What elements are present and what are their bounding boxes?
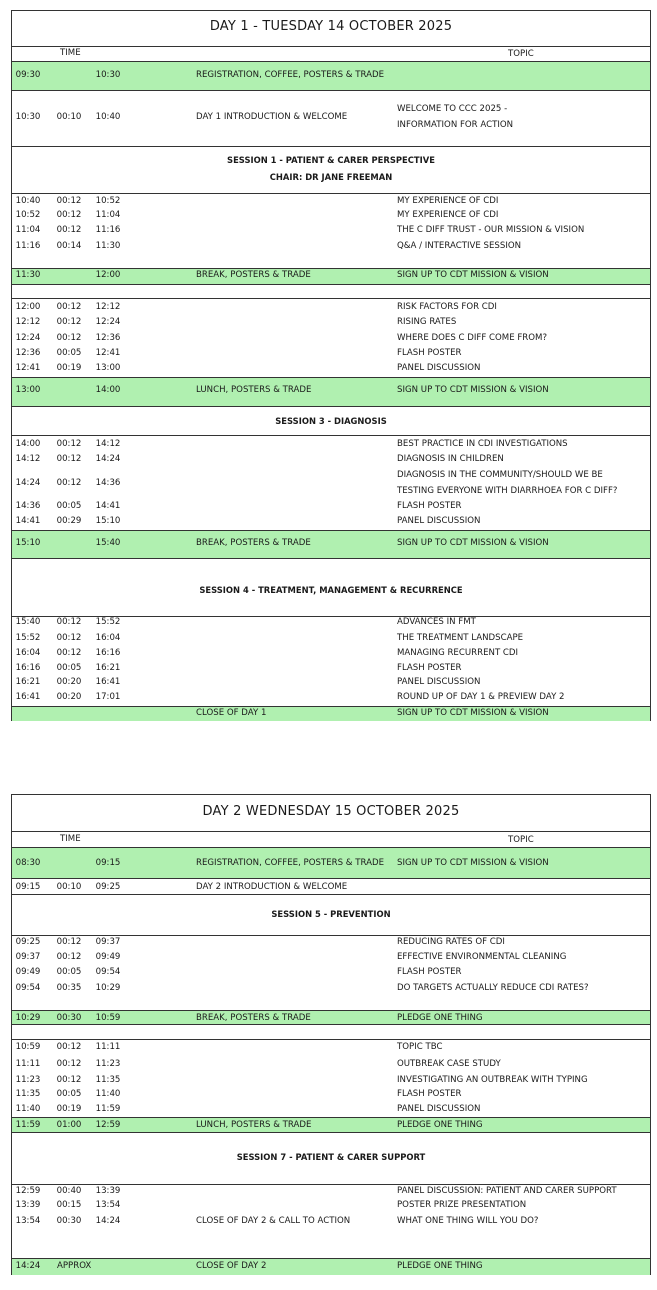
time-header: TIME	[60, 834, 81, 844]
agenda-item: REGISTRATION, COFFEE, POSTERS & TRADE	[196, 858, 385, 868]
start-time: 16:21	[15, 677, 41, 687]
divider	[12, 298, 650, 299]
end-time: 16:41	[95, 677, 121, 687]
duration: 01:00	[56, 1120, 82, 1130]
topic: PANEL DISCUSSION	[397, 1104, 481, 1114]
topic: DO TARGETS ACTUALLY REDUCE CDI RATES?	[397, 983, 589, 993]
duration: 00:15	[56, 1200, 82, 1210]
divider	[12, 1258, 650, 1259]
start-time: 08:30	[15, 858, 41, 868]
start-time: 13:00	[15, 385, 41, 395]
topic: PLEDGE ONE THING	[397, 1120, 483, 1130]
duration: 00:12	[56, 333, 82, 343]
end-time: 11:23	[95, 1059, 121, 1069]
start-time: 12:41	[15, 363, 41, 373]
start-time: 10:40	[15, 196, 41, 206]
start-time: 09:30	[15, 70, 41, 80]
topic: FLASH POSTER	[397, 348, 462, 358]
start-time: 16:16	[15, 663, 41, 673]
end-time: 09:54	[95, 967, 121, 977]
duration: 00:05	[56, 348, 82, 358]
duration: 00:10	[56, 112, 82, 122]
divider	[12, 935, 650, 936]
duration: 00:29	[56, 516, 82, 526]
duration: 00:12	[56, 302, 82, 312]
topic: FLASH POSTER	[397, 1089, 462, 1099]
topic: PANEL DISCUSSION	[397, 363, 481, 373]
topic: PLEDGE ONE THING	[397, 1013, 483, 1023]
divider	[12, 530, 650, 531]
agenda-item: BREAK, POSTERS & TRADE	[196, 270, 311, 280]
start-time: 15:52	[15, 633, 41, 643]
duration: 00:30	[56, 1216, 82, 1226]
end-time: 16:21	[95, 663, 121, 673]
session-5-heading: SESSION 5 - PREVENTION	[271, 909, 391, 919]
topic: ROUND UP OF DAY 1 & PREVIEW DAY 2	[397, 692, 565, 702]
end-time: 09:25	[95, 882, 121, 892]
start-time: 14:24	[15, 478, 41, 488]
end-time: 14:24	[95, 454, 121, 464]
end-time: 11:04	[95, 210, 121, 220]
start-time: 14:36	[15, 501, 41, 511]
topic: WHAT ONE THING WILL YOU DO?	[397, 1216, 539, 1226]
end-time: 10:30	[95, 70, 121, 80]
duration: 00:12	[56, 1075, 82, 1085]
end-time: 13:00	[95, 363, 121, 373]
topic: FLASH POSTER	[397, 663, 462, 673]
divider	[12, 706, 650, 707]
topic: SIGN UP TO CDT MISSION & VISION	[397, 538, 549, 548]
start-time: 10:29	[15, 1013, 41, 1023]
close-band	[12, 707, 650, 721]
duration: 00:12	[56, 648, 82, 658]
session-4-heading: SESSION 4 - TREATMENT, MANAGEMENT & RECURRENCE	[199, 585, 463, 595]
topic: THE TREATMENT LANDSCAPE	[397, 633, 524, 643]
topic: INVESTIGATING AN OUTBREAK WITH TYPING	[397, 1075, 588, 1085]
end-time: 12:24	[95, 317, 121, 327]
start-time: 16:41	[15, 692, 41, 702]
agenda-item: LUNCH, POSTERS & TRADE	[196, 1120, 312, 1130]
session-7-heading: SESSION 7 - PATIENT & CARER SUPPORT	[236, 1152, 426, 1162]
end-time: 12:00	[95, 270, 121, 280]
start-time: 10:59	[15, 1042, 41, 1052]
duration: 00:12	[56, 1059, 82, 1069]
end-time: 11:11	[95, 1042, 121, 1052]
topic: SIGN UP TO CDT MISSION & VISION	[397, 858, 549, 868]
divider	[12, 558, 650, 559]
start-time: 14:00	[15, 439, 41, 449]
start-time: 11:59	[15, 1120, 41, 1130]
start-time: 09:54	[15, 983, 41, 993]
duration: 00:12	[56, 937, 82, 947]
duration: 00:35	[56, 983, 82, 993]
topic: DIAGNOSIS IN THE COMMUNITY/SHOULD WE BE	[397, 470, 603, 480]
duration: 00:19	[56, 1104, 82, 1114]
topic: RISK FACTORS FOR CDI	[397, 302, 497, 312]
duration: 00:14	[56, 241, 82, 251]
topic: ADVANCES IN FMT	[397, 617, 476, 627]
start-time: 13:39	[15, 1200, 41, 1210]
start-time: 10:30	[15, 112, 41, 122]
duration: 00:12	[56, 1042, 82, 1052]
topic: WELCOME TO CCC 2025 -	[397, 104, 508, 114]
topic-header: TOPIC	[508, 835, 534, 845]
duration: 00:20	[56, 692, 82, 702]
end-time: 11:59	[95, 1104, 121, 1114]
divider	[12, 1039, 650, 1040]
agenda-item: DAY 1 INTRODUCTION & WELCOME	[196, 112, 348, 122]
topic: BEST PRACTICE IN CDI INVESTIGATIONS	[397, 439, 568, 449]
duration: 00:05	[56, 1089, 82, 1099]
start-time: 14:24	[15, 1261, 41, 1271]
start-time: 11:40	[15, 1104, 41, 1114]
end-time: 09:37	[95, 937, 121, 947]
topic: MY EXPERIENCE OF CDI	[397, 196, 499, 206]
topic: WHERE DOES C DIFF COME FROM?	[397, 333, 548, 343]
end-time: 11:16	[95, 225, 121, 235]
start-time: 11:11	[15, 1059, 41, 1069]
start-time: 13:54	[15, 1216, 41, 1226]
divider	[12, 268, 650, 269]
duration: 00:05	[56, 967, 82, 977]
end-time: 12:12	[95, 302, 121, 312]
end-time: 12:36	[95, 333, 121, 343]
end-time: 11:30	[95, 241, 121, 251]
end-time: 16:04	[95, 633, 121, 643]
duration: APPROX	[57, 1261, 92, 1271]
start-time: 12:12	[15, 317, 41, 327]
topic: SIGN UP TO CDT MISSION & VISION	[397, 270, 549, 280]
topic: PANEL DISCUSSION	[397, 677, 481, 687]
day1-title: DAY 1 - TUESDAY 14 OCTOBER 2025	[209, 19, 453, 34]
divider	[12, 284, 650, 285]
duration: 00:05	[56, 663, 82, 673]
topic-continued: INFORMATION FOR ACTION	[397, 120, 514, 130]
duration: 00:40	[56, 1186, 82, 1196]
topic: POSTER PRIZE PRESENTATION	[397, 1200, 527, 1210]
end-time: 09:15	[95, 858, 121, 868]
end-time: 10:59	[95, 1013, 121, 1023]
topic: PANEL DISCUSSION	[397, 516, 481, 526]
divider	[12, 1024, 650, 1025]
divider	[12, 831, 650, 832]
end-time: 11:40	[95, 1089, 121, 1099]
divider	[12, 1117, 650, 1118]
divider	[12, 878, 650, 879]
duration: 00:10	[56, 882, 82, 892]
time-header: TIME	[60, 48, 81, 58]
close-band	[12, 1259, 650, 1275]
topic: EFFECTIVE ENVIRONMENTAL CLEANING	[397, 952, 567, 962]
end-time: 15:52	[95, 617, 121, 627]
end-time: 16:16	[95, 648, 121, 658]
duration: 00:12	[56, 454, 82, 464]
topic: MANAGING RECURRENT CDI	[397, 648, 519, 658]
session-1-heading: SESSION 1 - PATIENT & CARER PERSPECTIVE	[227, 155, 435, 165]
end-time: 10:52	[95, 196, 121, 206]
topic-header: TOPIC	[508, 49, 534, 59]
topic: DIAGNOSIS IN CHILDREN	[397, 454, 504, 464]
divider	[12, 1010, 650, 1011]
topic: Q&A / INTERACTIVE SESSION	[397, 241, 522, 251]
agenda-item: CLOSE OF DAY 2 & CALL TO ACTION	[196, 1216, 351, 1226]
start-time: 09:49	[15, 967, 41, 977]
session-3-heading: SESSION 3 - DIAGNOSIS	[275, 416, 387, 426]
start-time: 14:12	[15, 454, 41, 464]
divider	[12, 1132, 650, 1133]
end-time: 14:24	[95, 1216, 121, 1226]
divider	[12, 61, 650, 62]
start-time: 12:59	[15, 1186, 41, 1196]
divider	[12, 1184, 650, 1185]
duration: 00:12	[56, 317, 82, 327]
start-time: 11:35	[15, 1089, 41, 1099]
start-time: 09:15	[15, 882, 41, 892]
end-time: 12:59	[95, 1120, 121, 1130]
agenda-item: LUNCH, POSTERS & TRADE	[196, 385, 312, 395]
end-time: 14:41	[95, 501, 121, 511]
duration: 00:12	[56, 633, 82, 643]
divider	[12, 146, 650, 147]
end-time: 10:40	[95, 112, 121, 122]
topic: MY EXPERIENCE OF CDI	[397, 210, 499, 220]
duration: 00:12	[56, 952, 82, 962]
topic: SIGN UP TO CDT MISSION & VISION	[397, 385, 549, 395]
topic: THE C DIFF TRUST - OUR MISSION & VISION	[397, 225, 585, 235]
duration: 00:05	[56, 501, 82, 511]
duration: 00:12	[56, 225, 82, 235]
start-time: 12:00	[15, 302, 41, 312]
start-time: 09:25	[15, 937, 41, 947]
day2-title: DAY 2 WEDNESDAY 15 OCTOBER 2025	[202, 804, 460, 819]
end-time: 15:10	[95, 516, 121, 526]
divider	[12, 193, 650, 194]
divider	[12, 90, 650, 91]
start-time: 15:10	[15, 538, 41, 548]
topic: SIGN UP TO CDT MISSION & VISION	[397, 708, 549, 718]
topic: FLASH POSTER	[397, 501, 462, 511]
divider	[12, 894, 650, 895]
end-time: 13:39	[95, 1186, 121, 1196]
duration: 00:12	[56, 478, 82, 488]
end-time: 09:49	[95, 952, 121, 962]
end-time: 10:29	[95, 983, 121, 993]
topic-continued: TESTING EVERYONE WITH DIARRHOEA FOR C DIFF?	[397, 486, 618, 496]
start-time: 11:04	[15, 225, 41, 235]
duration: 00:19	[56, 363, 82, 373]
agenda-item: CLOSE OF DAY 2	[196, 1261, 267, 1271]
duration: 00:20	[56, 677, 82, 687]
divider	[12, 435, 650, 436]
divider	[12, 377, 650, 378]
divider	[12, 406, 650, 407]
agenda-item: BREAK, POSTERS & TRADE	[196, 538, 311, 548]
start-time: 14:41	[15, 516, 41, 526]
duration: 00:12	[56, 196, 82, 206]
duration: 00:12	[56, 439, 82, 449]
topic: FLASH POSTER	[397, 967, 462, 977]
agenda-item: REGISTRATION, COFFEE, POSTERS & TRADE	[196, 70, 385, 80]
duration: 00:30	[56, 1013, 82, 1023]
duration: 00:12	[56, 210, 82, 220]
duration: 00:12	[56, 617, 82, 627]
start-time: 11:30	[15, 270, 41, 280]
start-time: 12:36	[15, 348, 41, 358]
agenda-item: CLOSE OF DAY 1	[196, 708, 267, 718]
start-time: 12:24	[15, 333, 41, 343]
end-time: 13:54	[95, 1200, 121, 1210]
end-time: 14:36	[95, 478, 121, 488]
start-time: 11:16	[15, 241, 41, 251]
agenda-item: DAY 2 INTRODUCTION & WELCOME	[196, 882, 348, 892]
start-time: 10:52	[15, 210, 41, 220]
topic: OUTBREAK CASE STUDY	[397, 1059, 501, 1069]
end-time: 11:35	[95, 1075, 121, 1085]
divider	[12, 46, 650, 47]
topic: PLEDGE ONE THING	[397, 1261, 483, 1271]
topic: REDUCING RATES OF CDI	[397, 937, 505, 947]
session-1-chair: CHAIR: DR JANE FREEMAN	[269, 172, 393, 182]
agenda-item: BREAK, POSTERS & TRADE	[196, 1013, 311, 1023]
start-time: 16:04	[15, 648, 41, 658]
end-time: 12:41	[95, 348, 121, 358]
divider	[12, 847, 650, 848]
start-time: 11:23	[15, 1075, 41, 1085]
end-time: 15:40	[95, 538, 121, 548]
topic: TOPIC TBC	[397, 1042, 443, 1052]
start-time: 09:37	[15, 952, 41, 962]
topic: RISING RATES	[397, 317, 457, 327]
topic: PANEL DISCUSSION: PATIENT AND CARER SUPPORT	[397, 1186, 617, 1196]
end-time: 14:00	[95, 385, 121, 395]
end-time: 17:01	[95, 692, 121, 702]
start-time: 15:40	[15, 617, 41, 627]
end-time: 14:12	[95, 439, 121, 449]
